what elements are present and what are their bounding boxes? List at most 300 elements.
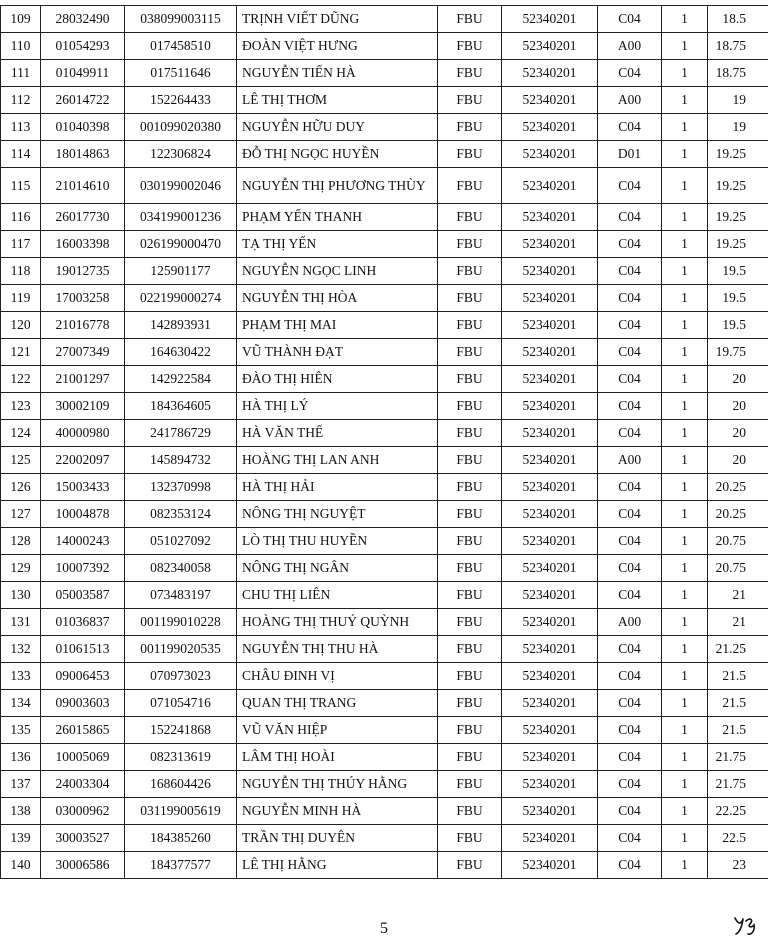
candidate-id-cell: 01040398 [41,114,125,141]
school-code-cell: FBU [438,420,502,447]
full-name-cell: ĐÀO THỊ HIÊN [237,366,438,393]
id-card-number-cell: 073483197 [125,582,237,609]
table-row [1,231,768,258]
subject-group-cell: A00 [598,609,662,636]
candidate-id-cell: 40000980 [41,420,125,447]
candidate-id-cell: 30003527 [41,825,125,852]
table-row [1,528,768,555]
candidate-id-cell: 18014863 [41,141,125,168]
subject-group-cell: C04 [598,231,662,258]
id-card-number-cell: 026199000470 [125,231,237,258]
id-card-number-cell: 051027092 [125,528,237,555]
subject-group-cell: C04 [598,744,662,771]
score-cell: 19.5 [708,312,768,339]
subject-group-cell: C04 [598,339,662,366]
priority-cell: 1 [662,636,708,663]
table-row [1,141,768,168]
table-row [1,582,768,609]
row-number-cell: 118 [1,258,41,285]
priority-cell: 1 [662,663,708,690]
full-name-cell: HOÀNG THỊ LAN ANH [237,447,438,474]
score-cell: 21.25 [708,636,768,663]
candidate-id-cell: 24003304 [41,771,125,798]
subject-group-cell: C04 [598,690,662,717]
subject-group-cell: C04 [598,663,662,690]
full-name-cell: LÒ THỊ THU HUYỀN [237,528,438,555]
id-card-number-cell: 168604426 [125,771,237,798]
full-name-cell: ĐỖ THỊ NGỌC HUYỀN [237,141,438,168]
full-name-cell: HOÀNG THỊ THUÝ QUỲNH [237,609,438,636]
table-row [1,420,768,447]
priority-cell: 1 [662,501,708,528]
table-row [1,636,768,663]
table-row [1,312,768,339]
school-code-cell: FBU [438,717,502,744]
school-code-cell: FBU [438,501,502,528]
candidate-id-cell: 01036837 [41,609,125,636]
full-name-cell: CHÂU ĐINH VỊ [237,663,438,690]
row-number-cell: 120 [1,312,41,339]
major-code-cell: 52340201 [502,690,598,717]
score-cell: 18.75 [708,60,768,87]
candidate-id-cell: 15003433 [41,474,125,501]
major-code-cell: 52340201 [502,474,598,501]
subject-group-cell: C04 [598,798,662,825]
row-number-cell: 126 [1,474,41,501]
score-cell: 21 [708,609,768,636]
candidate-id-cell: 27007349 [41,339,125,366]
subject-group-cell: C04 [598,366,662,393]
priority-cell: 1 [662,717,708,744]
full-name-cell: HÀ THỊ HẢI [237,474,438,501]
school-code-cell: FBU [438,231,502,258]
id-card-number-cell: 132370998 [125,474,237,501]
row-number-cell: 124 [1,420,41,447]
full-name-cell: CHU THỊ LIÊN [237,582,438,609]
full-name-cell: TẠ THỊ YẾN [237,231,438,258]
candidate-id-cell: 30002109 [41,393,125,420]
priority-cell: 1 [662,6,708,33]
major-code-cell: 52340201 [502,231,598,258]
school-code-cell: FBU [438,258,502,285]
row-number-cell: 133 [1,663,41,690]
candidate-id-cell: 26017730 [41,204,125,231]
candidate-id-cell: 26015865 [41,717,125,744]
full-name-cell: VŨ THÀNH ĐẠT [237,339,438,366]
id-card-number-cell: 001199010228 [125,609,237,636]
row-number-cell: 139 [1,825,41,852]
full-name-cell: NGUYỄN NGỌC LINH [237,258,438,285]
priority-cell: 1 [662,141,708,168]
major-code-cell: 52340201 [502,501,598,528]
score-cell: 20.75 [708,528,768,555]
candidate-id-cell: 17003258 [41,285,125,312]
priority-cell: 1 [662,420,708,447]
major-code-cell: 52340201 [502,447,598,474]
handwritten-initials [732,910,762,936]
table-row [1,447,768,474]
table-row [1,501,768,528]
table-row [1,114,768,141]
id-card-number-cell: 184364605 [125,393,237,420]
candidate-table [0,5,768,879]
table-row [1,609,768,636]
row-number-cell: 130 [1,582,41,609]
priority-cell: 1 [662,609,708,636]
score-cell: 22.25 [708,798,768,825]
page-number: 5 [380,920,388,937]
score-cell: 21.5 [708,663,768,690]
table-row [1,366,768,393]
id-card-number-cell: 184385260 [125,825,237,852]
school-code-cell: FBU [438,744,502,771]
school-code-cell: FBU [438,6,502,33]
row-number-cell: 138 [1,798,41,825]
subject-group-cell: C04 [598,528,662,555]
school-code-cell: FBU [438,285,502,312]
priority-cell: 1 [662,528,708,555]
score-cell: 18.75 [708,33,768,60]
table-row [1,258,768,285]
full-name-cell: LÊ THỊ HẰNG [237,852,438,879]
row-number-cell: 109 [1,6,41,33]
subject-group-cell: C04 [598,258,662,285]
table-row [1,798,768,825]
major-code-cell: 52340201 [502,825,598,852]
priority-cell: 1 [662,114,708,141]
full-name-cell: VŨ VĂN HIỆP [237,717,438,744]
row-number-cell: 134 [1,690,41,717]
subject-group-cell: C04 [598,474,662,501]
id-card-number-cell: 142922584 [125,366,237,393]
priority-cell: 1 [662,690,708,717]
id-card-number-cell: 038099003115 [125,6,237,33]
full-name-cell: LÂM THỊ HOÀI [237,744,438,771]
priority-cell: 1 [662,285,708,312]
major-code-cell: 52340201 [502,60,598,87]
id-card-number-cell: 152264433 [125,87,237,114]
priority-cell: 1 [662,798,708,825]
row-number-cell: 132 [1,636,41,663]
major-code-cell: 52340201 [502,141,598,168]
score-cell: 19.25 [708,204,768,231]
priority-cell: 1 [662,825,708,852]
score-cell: 21.5 [708,717,768,744]
row-number-cell: 128 [1,528,41,555]
id-card-number-cell: 031199005619 [125,798,237,825]
major-code-cell: 52340201 [502,636,598,663]
major-code-cell: 52340201 [502,339,598,366]
id-card-number-cell: 125901177 [125,258,237,285]
row-number-cell: 125 [1,447,41,474]
candidate-id-cell: 05003587 [41,582,125,609]
candidate-id-cell: 01049911 [41,60,125,87]
full-name-cell: NGUYỄN THỊ THU HÀ [237,636,438,663]
subject-group-cell: C04 [598,60,662,87]
table-body [1,6,768,879]
table-row [1,771,768,798]
row-number-cell: 140 [1,852,41,879]
major-code-cell: 52340201 [502,285,598,312]
score-cell: 19.25 [708,231,768,258]
table-row [1,204,768,231]
school-code-cell: FBU [438,339,502,366]
id-card-number-cell: 030199002046 [125,168,237,204]
table-row [1,33,768,60]
major-code-cell: 52340201 [502,798,598,825]
priority-cell: 1 [662,339,708,366]
priority-cell: 1 [662,393,708,420]
row-number-cell: 117 [1,231,41,258]
id-card-number-cell: 022199000274 [125,285,237,312]
full-name-cell: NÔNG THỊ NGUYỆT [237,501,438,528]
major-code-cell: 52340201 [502,663,598,690]
subject-group-cell: C04 [598,6,662,33]
full-name-cell: NGUYỄN MINH HÀ [237,798,438,825]
table-row [1,87,768,114]
school-code-cell: FBU [438,141,502,168]
major-code-cell: 52340201 [502,555,598,582]
major-code-cell: 52340201 [502,366,598,393]
row-number-cell: 137 [1,771,41,798]
priority-cell: 1 [662,87,708,114]
row-number-cell: 136 [1,744,41,771]
candidate-id-cell: 21001297 [41,366,125,393]
school-code-cell: FBU [438,798,502,825]
major-code-cell: 52340201 [502,33,598,60]
subject-group-cell: C04 [598,717,662,744]
full-name-cell: TRỊNH VIẾT DŨNG [237,6,438,33]
school-code-cell: FBU [438,555,502,582]
score-cell: 21.75 [708,771,768,798]
full-name-cell: PHẠM THỊ MAI [237,312,438,339]
table-row [1,744,768,771]
subject-group-cell: C04 [598,636,662,663]
school-code-cell: FBU [438,690,502,717]
row-number-cell: 131 [1,609,41,636]
table-row [1,60,768,87]
table-row [1,168,768,204]
school-code-cell: FBU [438,528,502,555]
id-card-number-cell: 070973023 [125,663,237,690]
row-number-cell: 135 [1,717,41,744]
id-card-number-cell: 082313619 [125,744,237,771]
id-card-number-cell: 001199020535 [125,636,237,663]
subject-group-cell: C04 [598,420,662,447]
score-cell: 20.25 [708,501,768,528]
subject-group-cell: C04 [598,501,662,528]
priority-cell: 1 [662,852,708,879]
score-cell: 21.5 [708,690,768,717]
id-card-number-cell: 184377577 [125,852,237,879]
priority-cell: 1 [662,231,708,258]
major-code-cell: 52340201 [502,87,598,114]
school-code-cell: FBU [438,168,502,204]
full-name-cell: PHẠM YẾN THANH [237,204,438,231]
school-code-cell: FBU [438,663,502,690]
school-code-cell: FBU [438,609,502,636]
priority-cell: 1 [662,312,708,339]
id-card-number-cell: 142893931 [125,312,237,339]
score-cell: 19.75 [708,339,768,366]
table-row [1,474,768,501]
id-card-number-cell: 071054716 [125,690,237,717]
id-card-number-cell: 001099020380 [125,114,237,141]
school-code-cell: FBU [438,114,502,141]
major-code-cell: 52340201 [502,312,598,339]
candidate-id-cell: 03000962 [41,798,125,825]
subject-group-cell: C04 [598,168,662,204]
row-number-cell: 110 [1,33,41,60]
subject-group-cell: C04 [598,114,662,141]
priority-cell: 1 [662,771,708,798]
subject-group-cell: C04 [598,204,662,231]
table-row [1,285,768,312]
major-code-cell: 52340201 [502,744,598,771]
id-card-number-cell: 122306824 [125,141,237,168]
full-name-cell: QUAN THỊ TRANG [237,690,438,717]
row-number-cell: 112 [1,87,41,114]
row-number-cell: 122 [1,366,41,393]
subject-group-cell: A00 [598,447,662,474]
candidate-id-cell: 19012735 [41,258,125,285]
row-number-cell: 111 [1,60,41,87]
id-card-number-cell: 164630422 [125,339,237,366]
major-code-cell: 52340201 [502,258,598,285]
table-row [1,6,768,33]
score-cell: 20 [708,420,768,447]
score-cell: 20 [708,393,768,420]
row-number-cell: 115 [1,168,41,204]
score-cell: 19.25 [708,141,768,168]
candidate-id-cell: 16003398 [41,231,125,258]
major-code-cell: 52340201 [502,393,598,420]
major-code-cell: 52340201 [502,6,598,33]
score-cell: 19.5 [708,258,768,285]
score-cell: 20.75 [708,555,768,582]
subject-group-cell: A00 [598,87,662,114]
school-code-cell: FBU [438,474,502,501]
subject-group-cell: C04 [598,771,662,798]
table-row [1,339,768,366]
full-name-cell: NGUYỄN TIẾN HÀ [237,60,438,87]
table-row [1,852,768,879]
priority-cell: 1 [662,258,708,285]
major-code-cell: 52340201 [502,609,598,636]
subject-group-cell: A00 [598,33,662,60]
score-cell: 22.5 [708,825,768,852]
school-code-cell: FBU [438,636,502,663]
row-number-cell: 113 [1,114,41,141]
score-cell: 21.75 [708,744,768,771]
school-code-cell: FBU [438,204,502,231]
id-card-number-cell: 152241868 [125,717,237,744]
priority-cell: 1 [662,60,708,87]
major-code-cell: 52340201 [502,582,598,609]
full-name-cell: LÊ THỊ THƠM [237,87,438,114]
major-code-cell: 52340201 [502,420,598,447]
major-code-cell: 52340201 [502,771,598,798]
school-code-cell: FBU [438,582,502,609]
row-number-cell: 119 [1,285,41,312]
full-name-cell: NGUYỄN THỊ THÚY HẰNG [237,771,438,798]
priority-cell: 1 [662,33,708,60]
table-row [1,690,768,717]
priority-cell: 1 [662,744,708,771]
subject-group-cell: C04 [598,555,662,582]
school-code-cell: FBU [438,852,502,879]
row-number-cell: 123 [1,393,41,420]
full-name-cell: HÀ VĂN THẾ [237,420,438,447]
table-row [1,663,768,690]
major-code-cell: 52340201 [502,852,598,879]
candidate-id-cell: 01054293 [41,33,125,60]
score-cell: 19.25 [708,168,768,204]
school-code-cell: FBU [438,447,502,474]
school-code-cell: FBU [438,771,502,798]
candidate-id-cell: 21016778 [41,312,125,339]
score-cell: 18.5 [708,6,768,33]
subject-group-cell: C04 [598,582,662,609]
score-cell: 19 [708,114,768,141]
school-code-cell: FBU [438,87,502,114]
school-code-cell: FBU [438,312,502,339]
row-number-cell: 127 [1,501,41,528]
candidate-id-cell: 28032490 [41,6,125,33]
candidate-id-cell: 09003603 [41,690,125,717]
candidate-id-cell: 14000243 [41,528,125,555]
score-cell: 20.25 [708,474,768,501]
score-cell: 20 [708,447,768,474]
subject-group-cell: C04 [598,312,662,339]
major-code-cell: 52340201 [502,528,598,555]
subject-group-cell: C04 [598,852,662,879]
major-code-cell: 52340201 [502,717,598,744]
full-name-cell: ĐOÀN VIỆT HƯNG [237,33,438,60]
id-card-number-cell: 145894732 [125,447,237,474]
candidate-id-cell: 01061513 [41,636,125,663]
priority-cell: 1 [662,474,708,501]
school-code-cell: FBU [438,825,502,852]
school-code-cell: FBU [438,33,502,60]
row-number-cell: 121 [1,339,41,366]
priority-cell: 1 [662,447,708,474]
candidate-id-cell: 09006453 [41,663,125,690]
full-name-cell: NGUYỄN THỊ HÒA [237,285,438,312]
school-code-cell: FBU [438,60,502,87]
table-row [1,717,768,744]
row-number-cell: 116 [1,204,41,231]
subject-group-cell: C04 [598,825,662,852]
priority-cell: 1 [662,366,708,393]
table-row [1,393,768,420]
id-card-number-cell: 034199001236 [125,204,237,231]
row-number-cell: 114 [1,141,41,168]
candidate-id-cell: 30006586 [41,852,125,879]
candidate-id-cell: 10005069 [41,744,125,771]
id-card-number-cell: 082353124 [125,501,237,528]
school-code-cell: FBU [438,393,502,420]
score-cell: 19 [708,87,768,114]
candidate-id-cell: 26014722 [41,87,125,114]
score-cell: 21 [708,582,768,609]
id-card-number-cell: 017458510 [125,33,237,60]
major-code-cell: 52340201 [502,204,598,231]
full-name-cell: NGUYỄN HỮU DUY [237,114,438,141]
full-name-cell: TRẦN THỊ DUYÊN [237,825,438,852]
priority-cell: 1 [662,582,708,609]
priority-cell: 1 [662,555,708,582]
